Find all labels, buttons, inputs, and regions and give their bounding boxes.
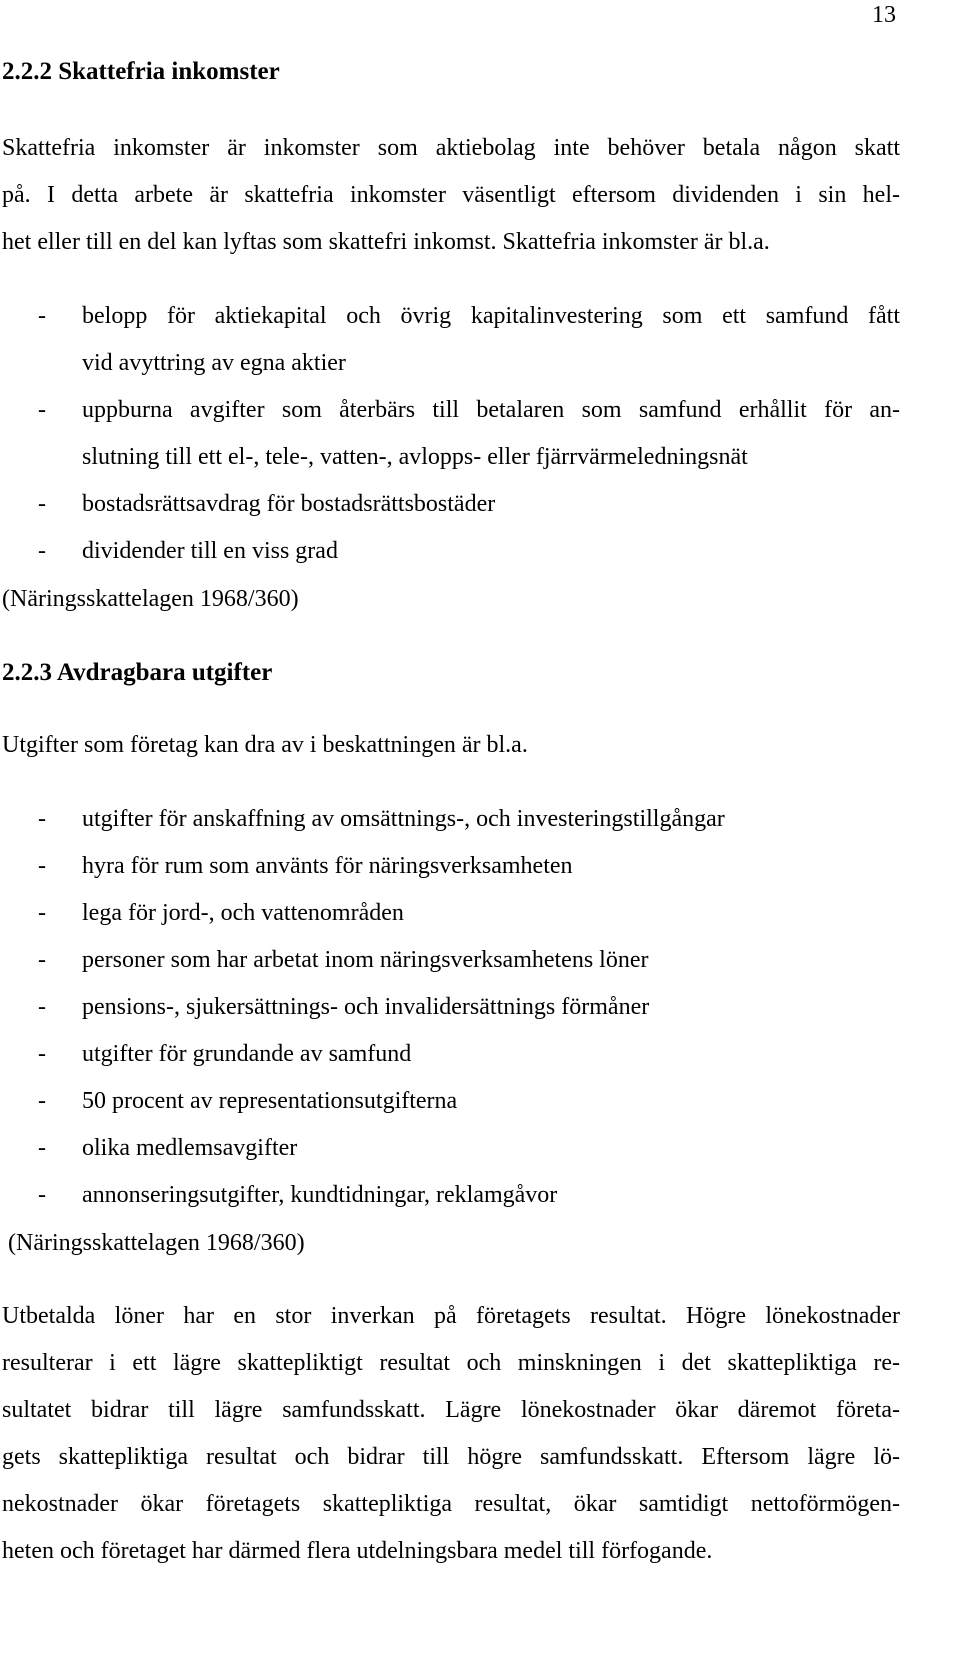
paragraph-line: sultatet bidrar till lägre samfundsskatt. Lägre lönekostnader ökar däremot företa- — [2, 1397, 900, 1423]
list-dash: - — [38, 1041, 46, 1067]
source-citation: (Näringsskattelagen 1968/360) — [8, 1230, 305, 1256]
list-dash: - — [38, 538, 46, 564]
page-number: 13 — [872, 2, 896, 28]
list-item-text: pensions-, sjukersättnings- och invalidersättnings förmåner — [82, 994, 650, 1020]
paragraph-line: på. I detta arbete är skattefria inkomster väsentligt eftersom dividenden i sin hel- — [2, 182, 900, 208]
list-dash: - — [38, 303, 46, 329]
paragraph-line: resulterar i ett lägre skattepliktigt resultat och minskningen i det skattepliktiga re- — [2, 1350, 900, 1376]
list-dash: - — [38, 397, 46, 423]
list-item-text: belopp för aktiekapital och övrig kapitalinvestering som ett samfund fått — [82, 303, 900, 329]
paragraph-line: Utbetalda löner har en stor inverkan på företagets resultat. Högre lönekostnader — [2, 1303, 900, 1329]
list-item-text: 50 procent av representationsutgifterna — [82, 1088, 458, 1114]
list-item-text: utgifter för grundande av samfund — [82, 1041, 412, 1067]
list-item-text: annonseringsutgifter, kundtidningar, reklamgåvor — [82, 1182, 558, 1208]
list-item-text: bostadsrättsavdrag för bostadsrättsbostäder — [82, 491, 496, 517]
section-intro: Utgifter som företag kan dra av i beskattningen är bl.a. — [2, 732, 528, 758]
list-dash: - — [38, 1182, 46, 1208]
list-item-text: uppburna avgifter som återbärs till betalaren som samfund erhållit för an- — [82, 397, 900, 423]
list-item-text: lega för jord-, och vattenområden — [82, 900, 404, 926]
paragraph-line: heten och företaget har därmed flera utdelningsbara medel till förfogande. — [2, 1538, 713, 1564]
source-citation: (Näringsskattelagen 1968/360) — [2, 586, 299, 612]
paragraph-line: gets skattepliktiga resultat och bidrar till högre samfundsskatt. Eftersom lägre lö- — [2, 1444, 900, 1470]
section-heading-skattefria: 2.2.2 Skattefria inkomster — [2, 58, 280, 85]
list-dash: - — [38, 947, 46, 973]
list-dash: - — [38, 900, 46, 926]
paragraph-line: Skattefria inkomster är inkomster som aktiebolag inte behöver betala någon skatt — [2, 135, 900, 161]
list-item-text: slutning till ett el-, tele-, vatten-, avlopps- eller fjärrvärmeledningsnät — [82, 444, 748, 470]
list-item-text: personer som har arbetat inom näringsverksamhetens löner — [82, 947, 649, 973]
list-dash: - — [38, 853, 46, 879]
paragraph-line: nekostnader ökar företagets skattepliktiga resultat, ökar samtidigt nettoförmögen- — [2, 1491, 900, 1517]
section-heading-avdragbara: 2.2.3 Avdragbara utgifter — [2, 659, 273, 686]
list-item-text: hyra för rum som använts för näringsverksamheten — [82, 853, 573, 879]
list-dash: - — [38, 994, 46, 1020]
list-item-text: dividender till en viss grad — [82, 538, 338, 564]
list-dash: - — [38, 491, 46, 517]
list-item-text: vid avyttring av egna aktier — [82, 350, 346, 376]
list-item-text: utgifter för anskaffning av omsättnings-, och investeringstillgångar — [82, 806, 725, 832]
paragraph-line: het eller till en del kan lyftas som skattefri inkomst. Skattefria inkomster är bl.a. — [2, 229, 770, 255]
list-dash: - — [38, 806, 46, 832]
list-dash: - — [38, 1088, 46, 1114]
list-dash: - — [38, 1135, 46, 1161]
list-item-text: olika medlemsavgifter — [82, 1135, 298, 1161]
